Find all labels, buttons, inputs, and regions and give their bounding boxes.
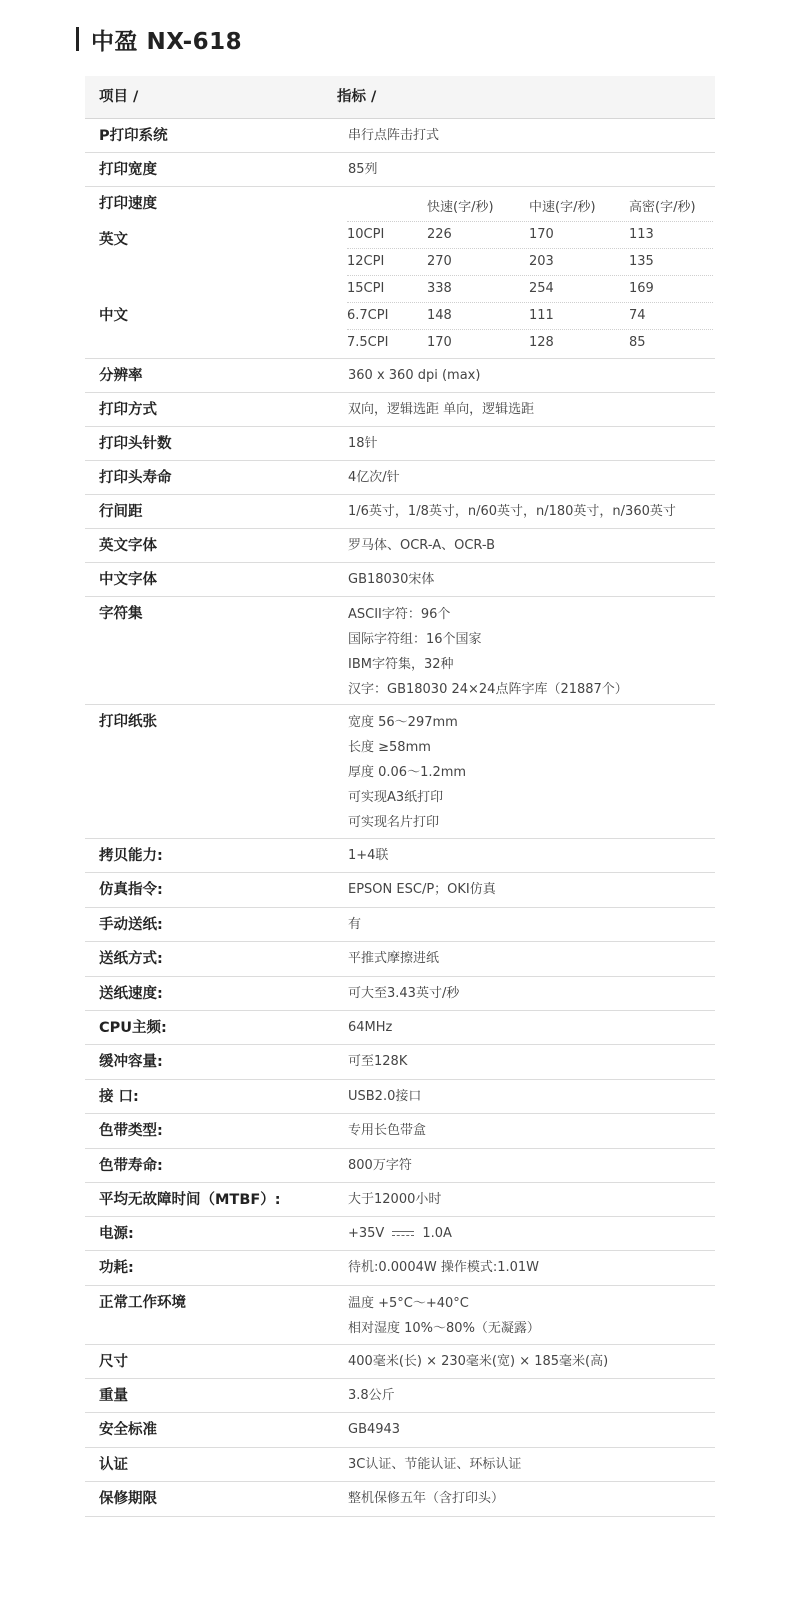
spec-value: 平推式摩擦进纸 (348, 951, 440, 967)
spec-label: 色带类型: (99, 1123, 163, 1140)
spec-value-line: 可实现A3纸打印 (348, 790, 444, 805)
spec-value (348, 1291, 540, 1341)
spec-value: 整机保修五年（含打印头） (348, 1491, 505, 1507)
speed-cell: 148 (427, 308, 452, 323)
spec-value: 18针 (348, 436, 378, 451)
spec-value: 可大至3.43英寸/秒 (348, 985, 460, 1001)
spec-label: 打印头寿命 (99, 470, 172, 486)
header-col-spec: 指标 / (337, 89, 377, 105)
power-voltage: +35V (348, 1226, 385, 1242)
spec-row (85, 1114, 715, 1148)
spec-value-line: ASCII字符：96个 (348, 607, 451, 622)
spec-value: 1+4联 (348, 848, 389, 863)
spec-label: 送纸方式: (99, 951, 163, 968)
spec-table (85, 76, 715, 1517)
title-accent-bar (76, 27, 79, 51)
spec-value: 4亿次/针 (348, 470, 400, 485)
spec-label: 保修期限 (99, 1491, 157, 1508)
spec-row (85, 942, 715, 976)
spec-value: GB4943 (348, 1422, 401, 1438)
spec-row (85, 1183, 715, 1217)
spec-row (85, 153, 715, 187)
speed-cell: 113 (629, 227, 654, 242)
spec-row (85, 1045, 715, 1079)
spec-row (85, 393, 715, 427)
speed-column-header: 高密(字/秒) (629, 200, 696, 215)
spec-label: CPU主频: (99, 1019, 167, 1036)
speed-label-chinese: 中文 (99, 308, 128, 324)
spec-row (85, 873, 715, 907)
spec-value: 大于12000小时 (348, 1191, 442, 1207)
speed-table-header (347, 195, 713, 221)
spec-value: 待机:0.0004W 操作模式:1.01W (348, 1260, 540, 1276)
spec-label: 接 口: (99, 1088, 139, 1105)
spec-label: 打印纸张 (99, 714, 157, 730)
spec-value (348, 1217, 452, 1251)
spec-row (85, 1251, 715, 1285)
spec-row (85, 495, 715, 529)
spec-value-line: 国际字符组：16个国家 (348, 632, 482, 647)
header-col-item: 项目 / (99, 89, 139, 105)
speed-column-header: 中速(字/秒) (529, 200, 596, 215)
spec-value (348, 710, 466, 835)
speed-cell: 135 (629, 254, 654, 269)
spec-label: 认证 (99, 1456, 128, 1473)
spec-value-line: 汉字：GB18030 24×24点阵字库（21887个） (348, 682, 628, 697)
spec-label: 安全标准 (99, 1422, 157, 1439)
spec-value-line: IBM字符集，32种 (348, 657, 454, 672)
spec-value-line: 可实现名片打印 (348, 815, 440, 830)
spec-row (85, 461, 715, 495)
speed-cell: 15CPI (347, 281, 385, 296)
spec-label: P打印系统 (99, 128, 168, 144)
spec-value: 3C认证、节能认证、环标认证 (348, 1456, 522, 1472)
spec-value: 有 (348, 916, 362, 932)
speed-cell: 170 (529, 227, 554, 242)
speed-cell: 203 (529, 254, 554, 269)
spec-row (85, 839, 715, 873)
spec-row (85, 705, 715, 839)
speed-cell: 170 (427, 335, 452, 350)
speed-table-row (347, 248, 713, 275)
product-title: 中盈 NX-618 (91, 28, 243, 55)
speed-label-english: 英文 (99, 232, 128, 248)
speed-table-row (347, 275, 713, 302)
print-speed-row (85, 187, 715, 359)
spec-row (85, 1011, 715, 1045)
speed-cell: 338 (427, 281, 452, 296)
spec-value: 400毫米(长) × 230毫米(宽) × 185毫米(高) (348, 1353, 609, 1369)
spec-label: 缓冲容量: (99, 1054, 163, 1071)
spec-value-line: 温度 +5°C～+40°C (348, 1295, 469, 1311)
spec-row (85, 1345, 715, 1379)
spec-label: 平均无故障时间（MTBF）: (99, 1191, 281, 1208)
spec-value: 罗马体、OCR-A、OCR-B (348, 538, 496, 553)
speed-table-row (347, 329, 713, 356)
speed-cell: 7.5CPI (347, 335, 389, 350)
spec-value: 串行点阵击打式 (348, 128, 440, 143)
spec-label: 正常工作环境 (99, 1294, 186, 1311)
speed-cell: 12CPI (347, 254, 385, 269)
spec-value: GB18030宋体 (348, 572, 435, 587)
spec-value-line: 长度 ≥58mm (348, 740, 431, 755)
table-header (85, 76, 715, 119)
spec-row (85, 1379, 715, 1413)
spec-value: 双向，逻辑选距 单向，逻辑选距 (348, 402, 535, 417)
spec-label: 中文字体 (99, 572, 157, 588)
speed-cell: 270 (427, 254, 452, 269)
speed-table (347, 195, 713, 356)
speed-cell: 254 (529, 281, 554, 296)
dc-symbol-icon (392, 1231, 414, 1237)
spec-value: 3.8公斤 (348, 1388, 395, 1404)
spec-value: EPSON ESC/P；OKI仿真 (348, 882, 496, 898)
spec-row (85, 597, 715, 705)
spec-row (85, 359, 715, 393)
speed-table-row (347, 302, 713, 329)
power-current: 1.0A (422, 1226, 452, 1242)
spec-label: 打印宽度 (99, 162, 157, 178)
spec-value: USB2.0接口 (348, 1088, 422, 1104)
spec-label: 仿真指令: (99, 882, 163, 899)
speed-cell: 111 (529, 308, 554, 323)
spec-label: 行间距 (99, 504, 143, 520)
spec-row (85, 427, 715, 461)
spec-value-line: 宽度 56～297mm (348, 715, 458, 730)
spec-value: 800万字符 (348, 1157, 412, 1173)
spec-value-line: 相对湿度 10%～80%（无凝露） (348, 1320, 540, 1336)
spec-row (85, 119, 715, 153)
spec-label: 色带寿命: (99, 1157, 163, 1174)
spec-label: 英文字体 (99, 538, 157, 554)
spec-value (348, 602, 628, 702)
spec-row (85, 1149, 715, 1183)
spec-row (85, 529, 715, 563)
spec-row (85, 908, 715, 942)
spec-row (85, 1080, 715, 1114)
spec-value: 专用长色带盒 (348, 1123, 427, 1139)
speed-cell: 226 (427, 227, 452, 242)
page-title (76, 24, 242, 54)
spec-value: 85列 (348, 162, 378, 177)
spec-row (85, 563, 715, 597)
spec-value: 可至128K (348, 1054, 408, 1070)
spec-row (85, 1482, 715, 1516)
speed-cell: 128 (529, 335, 554, 350)
speed-cell: 169 (629, 281, 654, 296)
spec-row (85, 1413, 715, 1447)
spec-label: 电源: (99, 1226, 134, 1243)
spec-label: 字符集 (99, 606, 143, 622)
spec-row (85, 1448, 715, 1482)
spec-label: 拷贝能力: (99, 848, 163, 864)
spec-value: 1/6英寸，1/8英寸，n/60英寸，n/180英寸，n/360英寸 (348, 504, 676, 519)
spec-label: 尺寸 (99, 1353, 128, 1370)
power-row (85, 1217, 715, 1251)
spec-row (85, 977, 715, 1011)
spec-label: 手动送纸: (99, 916, 163, 933)
spec-label: 重量 (99, 1388, 128, 1405)
spec-value-line: 厚度 0.06～1.2mm (348, 765, 467, 780)
speed-table-row (347, 221, 713, 248)
spec-label: 送纸速度: (99, 985, 163, 1002)
speed-cell: 6.7CPI (347, 308, 389, 323)
spec-label: 功耗: (99, 1260, 134, 1277)
spec-label: 打印头针数 (99, 436, 172, 452)
spec-row (85, 1286, 715, 1345)
spec-value: 360 x 360 dpi (max) (348, 368, 481, 383)
speed-cell: 10CPI (347, 227, 385, 242)
speed-cell: 85 (629, 335, 646, 350)
spec-label: 打印方式 (99, 402, 157, 418)
spec-label: 分辨率 (99, 368, 143, 384)
speed-column-header: 快速(字/秒) (427, 200, 494, 215)
spec-label: 打印速度 (99, 196, 157, 212)
spec-value: 64MHz (348, 1019, 393, 1035)
speed-cell: 74 (629, 308, 646, 323)
